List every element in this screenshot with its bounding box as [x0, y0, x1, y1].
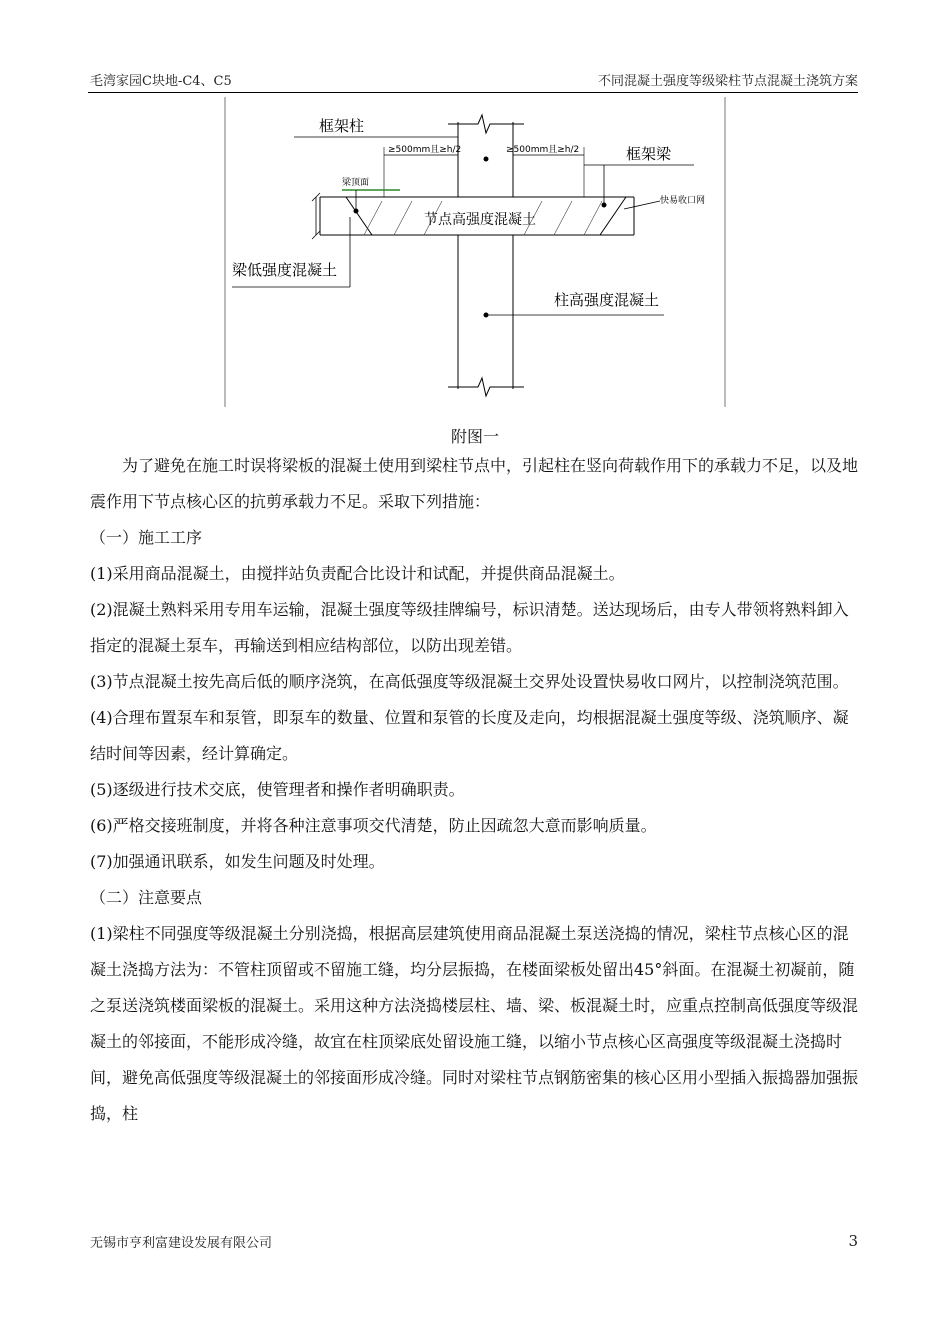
- list-item: (1)采用商品混凝土，由搅拌站负责配合比设计和试配，并提供商品混凝土。: [90, 564, 625, 583]
- figure-caption: 附图一: [450, 427, 499, 446]
- beam-low-strength-label: 梁低强度混凝土: [232, 261, 338, 279]
- section2-heading: （二）注意要点: [90, 888, 203, 907]
- beam-column-joint-diagram: [224, 97, 726, 407]
- header-project: 毛湾家园C块地-C4、C5: [90, 74, 232, 89]
- list-item: (3)节点混凝土按先高后低的顺序浇筑，在高低强度等级混凝土交界处设置快易收口网片，以控制浇筑范围。: [90, 672, 849, 691]
- list-item: (5)逐级进行技术交底，使管理者和操作者明确职责。: [90, 780, 465, 799]
- mesh-label: 快易收口网: [660, 196, 706, 206]
- section1-heading: （一）施工工序: [90, 528, 203, 547]
- list-item: (2)混凝土熟料采用专用车运输，混凝土强度等级挂牌编号，标识清楚。送达现场后，由专人带领将熟料卸入指定的混凝土泵车，再输送到相应结构部位，以防出现差错。: [90, 600, 849, 655]
- intro-paragraph: 为了避免在施工时误将梁板的混凝土使用到梁柱节点中，引起柱在竖向荷载作用下的承载力不足，以及地震作用下节点核心区的抗剪承载力不足。采取下列措施：: [90, 456, 859, 511]
- column-high-strength-label: 柱高强度混凝土: [554, 291, 660, 309]
- list-item: (1)梁柱不同强度等级混凝土分别浇捣，根据高层建筑使用商品混凝土泵送浇捣的情况，梁柱节点核心区的混凝土浇捣方法为：不管柱顶留或不留施工缝，均分层振捣，在楼面梁板处留出45°斜面。在混凝土初凝前，随之泵送浇筑楼面梁板的混凝土。采用这种方法浇捣楼层柱、墙、梁、板混凝土时，应重点控制高低强度等级混凝土的邻接面，不能形成冷缝，故宜在柱顶梁底处留设施工缝，以缩小节点核心区高强度等级混凝土浇捣时间，避免高低强度等级混凝土的邻接面形成冷缝。同时对梁柱节点钢筋密集的核心区用小型插入振捣器加强振捣，柱: [90, 924, 859, 1123]
- dim-left-label: ≥500mm且≥h/2: [388, 145, 462, 155]
- dim-right-label: ≥500mm且≥h/2: [506, 145, 580, 155]
- frame-beam-label: 框架梁: [626, 145, 672, 163]
- list-item: (7)加强通讯联系，如发生问题及时处理。: [90, 852, 385, 871]
- header-rule: [88, 92, 858, 93]
- footer-company: 无锡市亨利富建设发展有限公司: [90, 1236, 273, 1251]
- header-doc-title: 不同混凝土强度等级梁柱节点混凝土浇筑方案: [597, 74, 858, 89]
- frame-column-label: 框架柱: [319, 117, 365, 135]
- list-item: (6)严格交接班制度，并将各种注意事项交代清楚，防止因疏忽大意而影响质量。: [90, 816, 657, 835]
- node-concrete-label: 节点高强度混凝土: [424, 212, 536, 228]
- page-number: 3: [848, 1232, 858, 1250]
- list-item: (4)合理布置泵车和泵管，即泵车的数量、位置和泵管的长度及走向，均根据混凝土强度等级、浇筑顺序、凝结时间等因素，经计算确定。: [90, 708, 849, 763]
- beam-top-label: 梁顶面: [342, 178, 370, 188]
- document-body: [90, 448, 862, 1132]
